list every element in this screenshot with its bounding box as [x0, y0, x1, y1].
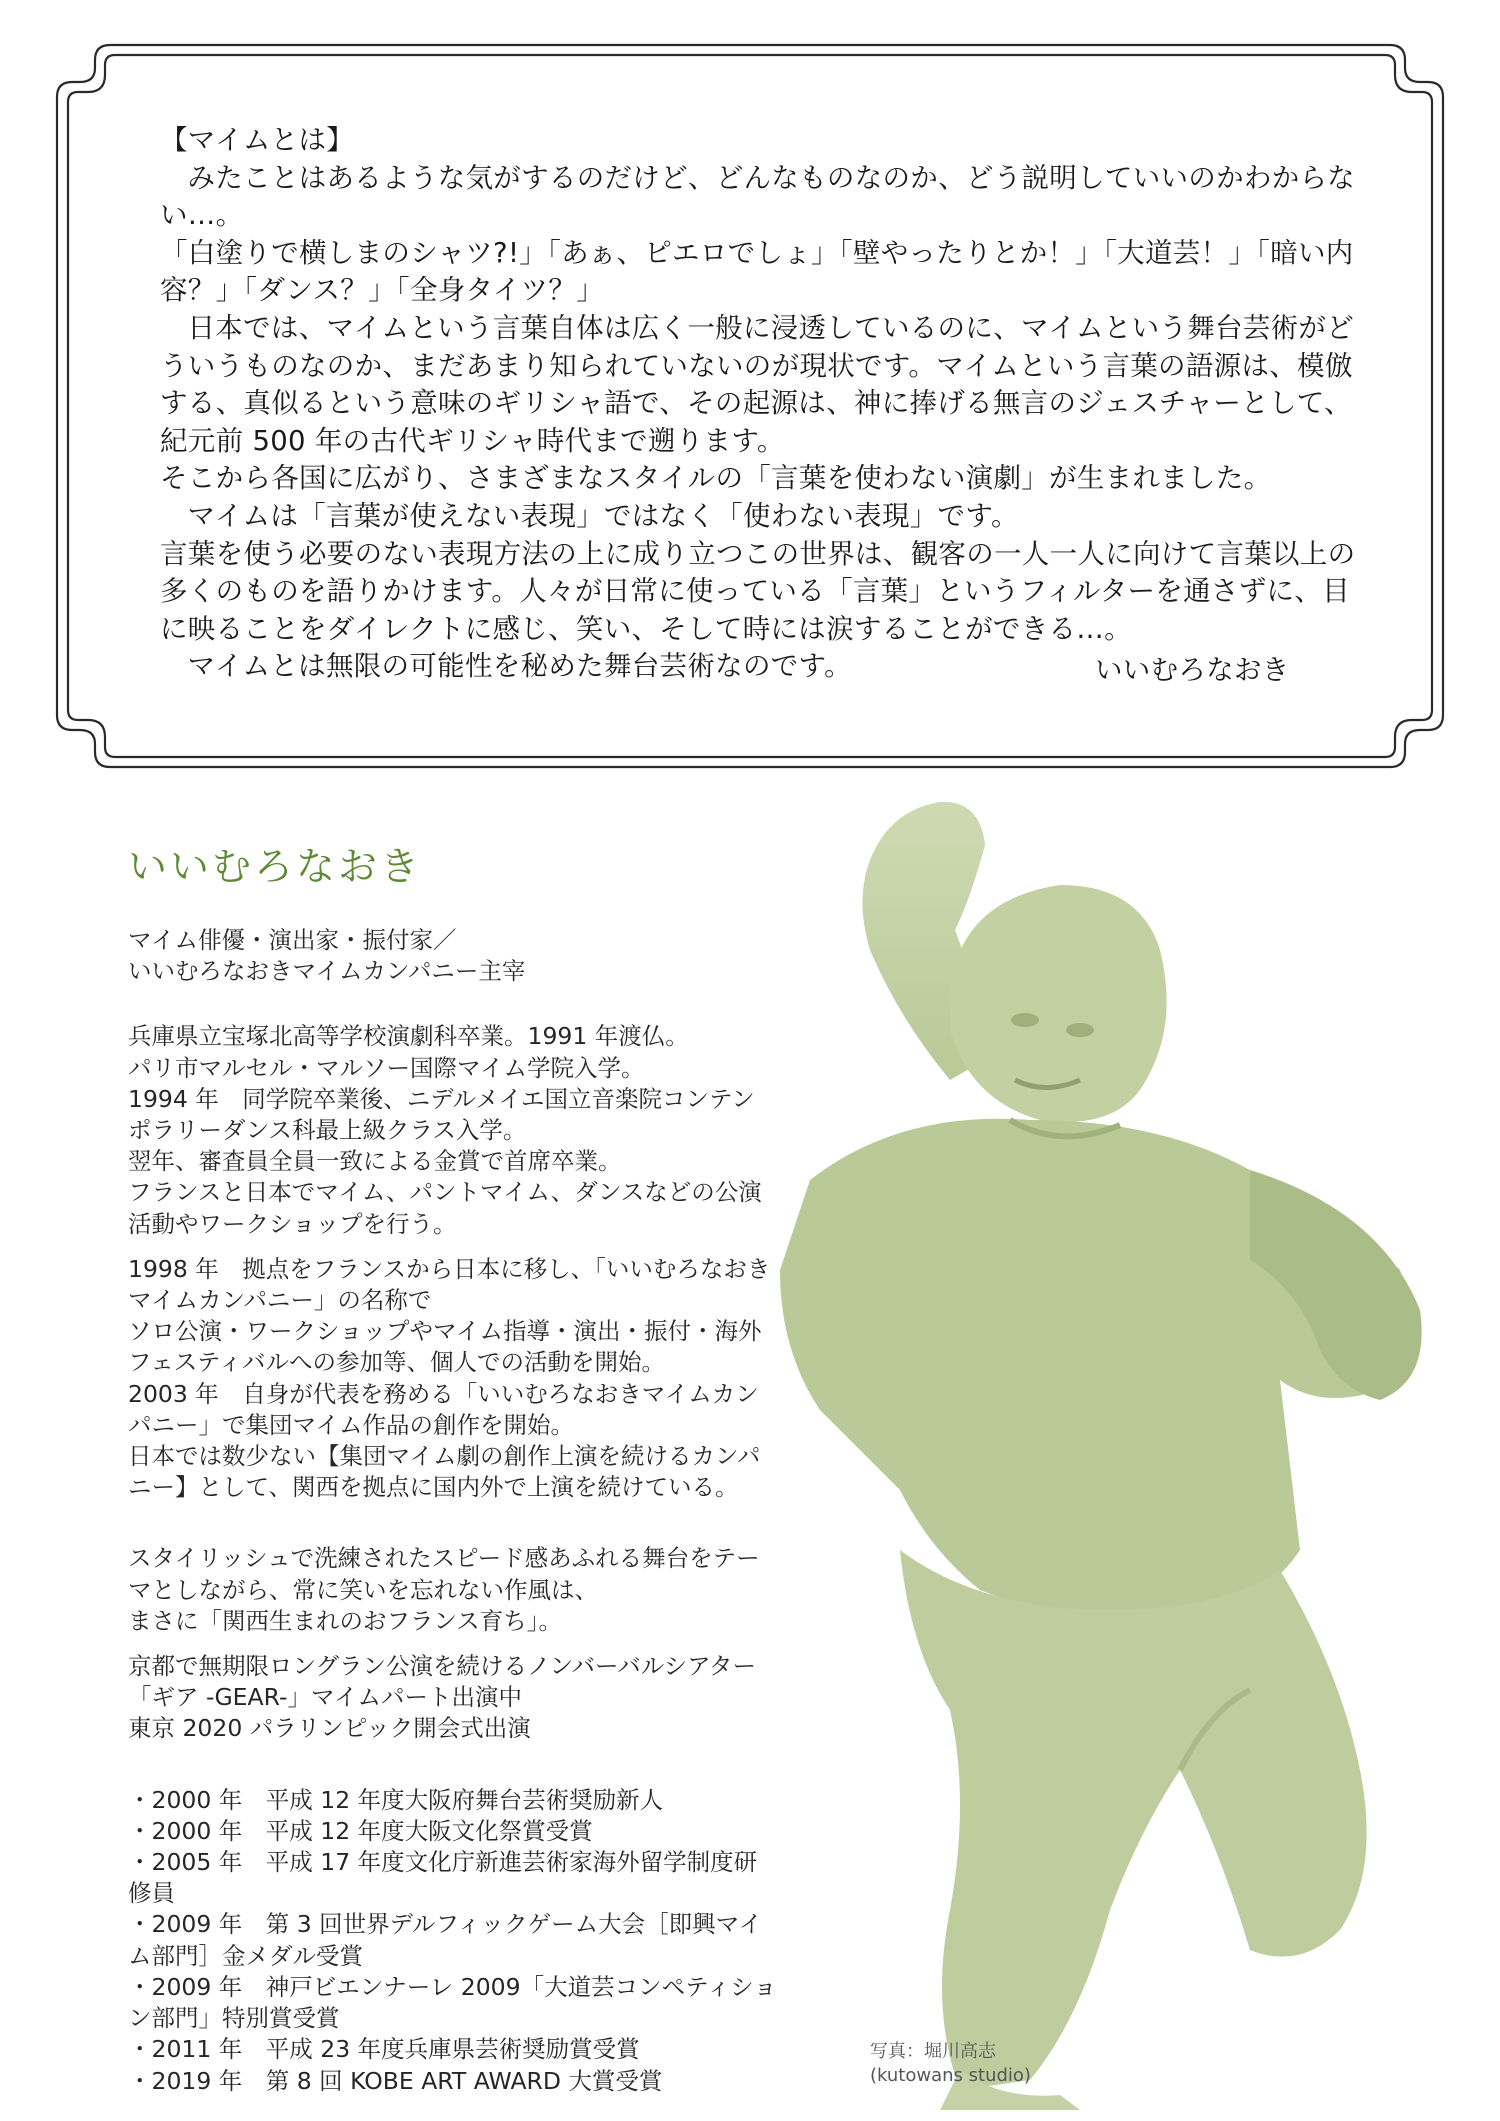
award-item: ・2011 年 平成 23 年度兵庫県芸術奨励賞受賞 [128, 2035, 640, 2064]
role-line-1: マイム俳優・演出家・振付家／ [128, 926, 457, 954]
intro-paragraph-2: 「白塗りで横しまのシャツ?!」「あぁ、ピエロでしょ」「壁やったりとか！」「大道芸！」「暗い内容？」「ダンス？」「全身タイツ？」 [160, 236, 1354, 307]
bio-line: 1994 年 同学院卒業後、ニデルメイエ国立音楽院コンテンポラリーダンス科最上級クラス入学。 [128, 1084, 755, 1145]
artist-name: いいむろなおき [128, 845, 423, 890]
award-item: ・2019 年 第 8 回 KOBE ART AWARD 大賞受賞 [128, 2066, 663, 2095]
award-item: ・2009 年 神戸ビエンナーレ 2009「大道芸コンペティション部門」特別賞受賞 [128, 1972, 777, 2033]
intro-paragraph-6: 言葉を使う必要のない表現方法の上に成り立つこの世界は、観客の一人一人に向けて言葉以上の多くのものを語りかけます。人々が日常に使っている「言葉」というフィルターを通さずに、目に映ることをダイレクトに感じ、笑い、そして時には涙することができる…。 [160, 537, 1356, 645]
photo-credit-line-1: 写真：堀川高志 [870, 2041, 996, 2062]
award-item: ・2005 年 平成 17 年度文化庁新進芸術家海外留学制度研修員 [128, 1848, 758, 1908]
bio-line: フランスと日本でマイム、パントマイム、ダンスなどの公演活動やワークショップを行う。 [128, 1178, 762, 1238]
artist-profile [128, 845, 778, 2097]
bio-paragraph-4 [128, 1651, 778, 1745]
bio-line: 兵庫県立宝塚北高等学校演劇科卒業。1991 年渡仏。 [128, 1022, 689, 1051]
bio-line: パリ市マルセル・マルソー国際マイム学院入学。 [128, 1053, 645, 1082]
mime-intro-text [160, 122, 1375, 686]
award-item: ・2000 年 平成 12 年度大阪府舞台芸術奨励新人 [128, 1785, 664, 1814]
bio-line: 1998 年 拠点をフランスから日本に移し、「いいむろなおきマイムカンパニー」の名称で [128, 1254, 771, 1315]
bio-paragraph-1 [128, 1021, 778, 1239]
intro-signature: いいむろなおき [1095, 654, 1290, 686]
intro-paragraph-5: マイムは「言葉が使えない表現」ではなく「使わない表現」です。 [187, 499, 1019, 532]
photo-credit-line-2: (kutowans studio) [870, 2065, 1031, 2086]
performer-photo [780, 790, 1480, 2110]
bio-paragraph-3 [128, 1543, 778, 1637]
bio-paragraph-2 [128, 1254, 778, 1504]
bio-line: 2003 年 自身が代表を務める「いいむろなおきマイムカンパニー」で集団マイム作品の創作を開始。 [128, 1379, 759, 1439]
bio-line: 東京 2020 パラリンピック開会式出演 [128, 1714, 531, 1743]
intro-paragraph-3: 日本では、マイムという言葉自体は広く一般に浸透しているのに、マイムという舞台芸術がどういうものなのか、まだあまり知られていないのが現状です。マイムという言葉の語源は、模倣する、真似るという意味のギリシャ語で、その起源は、神に捧げる無言のジェスチャーとして、紀元前 500 年の古代ギリシャ時代まで遡ります。 [160, 311, 1354, 457]
intro-heading: 【マイムとは】 [160, 124, 355, 156]
awards-list [128, 1785, 778, 2097]
bio-line: ソロ公演・ワークショップやマイム指導・演出・振付・海外フェスティバルへの参加等、個人での活動を開始。 [128, 1317, 762, 1377]
intro-paragraph-7: マイムとは無限の可能性を秘めた舞台芸術なのです。 [187, 650, 852, 683]
award-item: ・2009 年 第 3 回世界デルフィックゲーム大会［即興マイム部門］金メダル受賞 [128, 1910, 763, 1970]
performer-silhouette [780, 790, 1480, 2110]
role-line-2: いいむろなおきマイムカンパニー主宰 [128, 957, 526, 986]
bio-line: まさに「関西生まれのおフランス育ち」。 [128, 1606, 563, 1635]
photo-credit [870, 2040, 1090, 2088]
intro-paragraph-1: みたことはあるような気がするのだけど、どんなものなのか、どう説明していいのかわからない…。 [160, 161, 1356, 232]
artist-roles [128, 925, 778, 987]
bio-line: 京都で無期限ロングラン公演を続けるノンバーバルシアター「ギア -GEAR-」マイムパート出演中 [128, 1652, 757, 1712]
legs [900, 1550, 1367, 2090]
bio-line: スタイリッシュで洗練されたスピード感あふれる舞台をテーマとしながら、常に笑いを忘れない作風は、 [128, 1544, 760, 1604]
intro-paragraph-4: そこから各国に広がり、さまざまなスタイルの「言葉を使わない演劇」が生まれました。 [160, 462, 1272, 495]
award-item: ・2000 年 平成 12 年度大阪文化祭賞受賞 [128, 1816, 593, 1845]
torso [780, 1119, 1411, 1622]
bio-line: 翌年、審査員全員一致による金賞で首席卒業。 [128, 1147, 622, 1176]
bio-line: 日本では数少ない【集団マイム劇の創作上演を続けるカンパニー】として、関西を拠点に国内外で上演を続けている。 [128, 1442, 761, 1502]
